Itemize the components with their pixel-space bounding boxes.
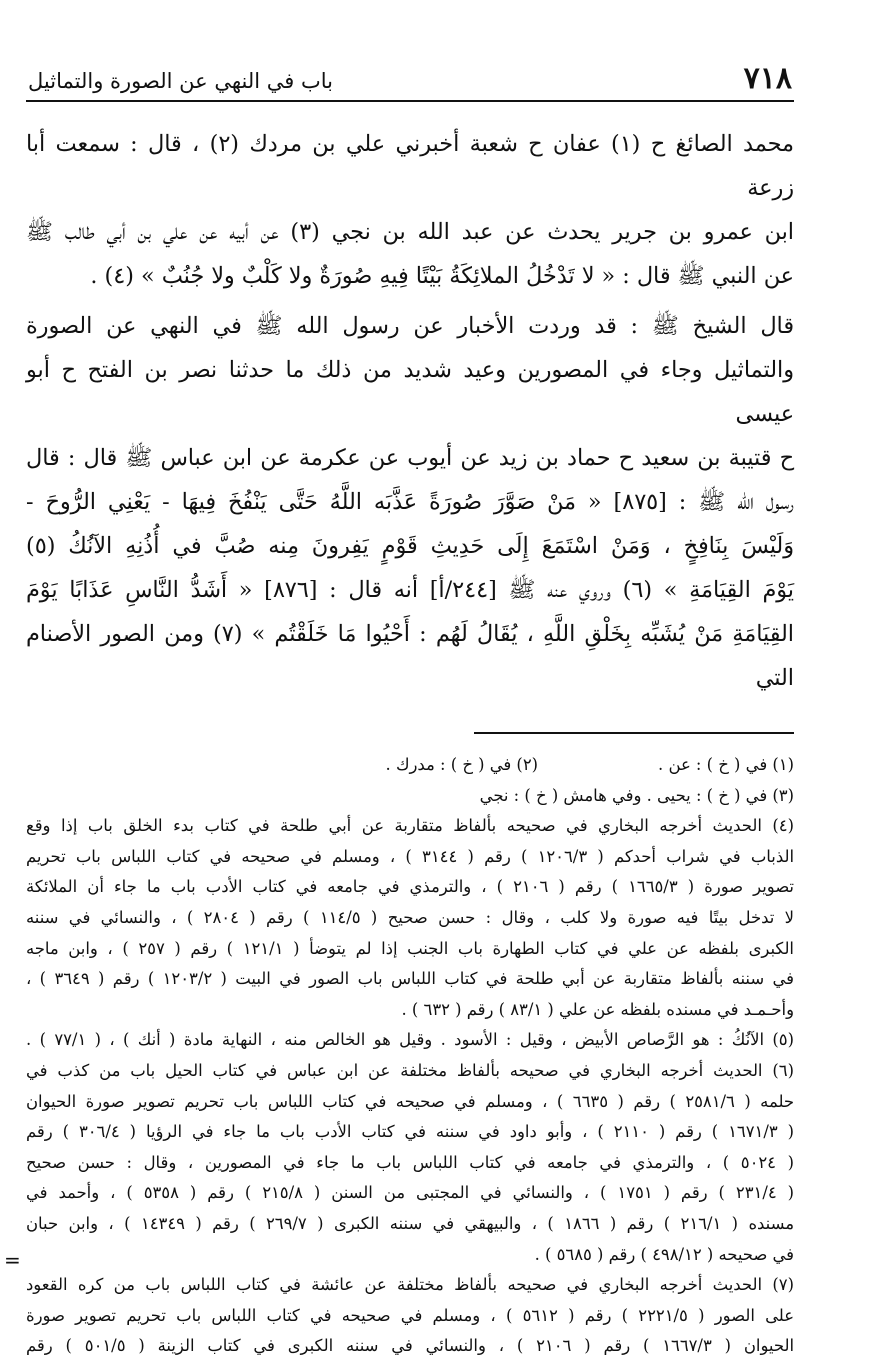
footnote-line: في صحيحه ( ٤٩٨/١٢ ) رقم ( ٥٦٨٥ ) . <box>534 1244 794 1264</box>
footnote-line: لا تدخل بيتًا فيه صورة ولا كلب ، وقال : حسن صحيح ( ١١٤/٥ ) رقم ( ٢٨٠٤ ) ، والنسائي في سننه <box>26 907 794 927</box>
footnote-line: ( ١٦٧١/٣ ) رقم ( ٢١١٠ ) ، وأبو داود في سننه في كتاب الأدب باب ما جاء في الرؤيا ( ٣٠٦/٤ ) رقم <box>26 1122 794 1142</box>
book-page <box>26 62 794 1362</box>
text-line: يَوْمَ القِيَامَةِ » (٦) وروي عنه ﷺ [٢٤٤/أ] أنه قال : [٨٧٦] « أَشَدُّ النَّاسِ عَذَابًا يَوْمَ <box>26 577 794 603</box>
text-line: والتماثيل وجاء في المصورين وعيد شديد من ذلك ما حدثنا نصر بن الفتح ح أبو عيسى <box>26 357 794 427</box>
footnote-line: (٧) الحديث أخرجه البخاري في صحيحه بألفاظ مختلفة عن عائشة في كتاب اللباس باب من كره القعود <box>26 1275 794 1295</box>
text-line: قال الشيخ ﷺ : قد وردت الأخبار عن رسول الله ﷺ في النهي عن الصورة <box>26 313 794 339</box>
text-line: وَلَيْسَ بِنَافِخٍ ، وَمَنْ اسْتَمَعَ إِلَى حَدِيثِ قَوْمٍ يَفِرونَ مِنه صُبَّ في أُذُنِهِ الآنُكُ (٥) <box>26 533 794 559</box>
text-line: ابن عمرو بن جرير يحدث عن عبد الله بن نجي (٣) عن أبيه عن علي بن أبي طالب ﷺ <box>26 219 795 245</box>
footnote-line: الكبرى بلفظه عن علي في كتاب الطهارة باب الجنب إذا لم يتوضأ ( ١٢١/١ ) رقم ( ٢٥٧ ) ، وابن ماجه <box>26 938 794 958</box>
continuation-mark: = <box>4 1248 21 1272</box>
footnote-separator <box>474 732 794 734</box>
footnote-line: في سننه بألفاظ متقاربة عن أبي طلحة في كتاب اللباس باب الصور في البيت ( ١٢٠٣/٢ ) رقم ( ٣٦٤٩ ) ، <box>26 969 794 989</box>
footnote-2: (٢) في ( خ ) : مدرك . <box>385 755 539 774</box>
footnote-row <box>26 750 794 781</box>
text-line: رسول الله ﷺ : [٨٧٥] « مَنْ صَوَّرَ صُورَةً عَذَّبَه اللَّهُ حَتَّى يَنْفُخَ فِيهَا - يَعْنِي الرُّوحَ - <box>26 489 794 515</box>
footnote-5: (٥) الآنُكُ : هو الرَّصاص الأبيض ، وقيل : الأسود . وقيل هو الخالص منه ، النهاية مادة ( أنك ) ، ( ٧٧/١ ) . <box>26 1030 795 1050</box>
text-line: محمد الصائغ ح (١) عفان ح شعبة أخبرني علي بن مردك (٢) ، قال : سمعت أبا زرعة <box>26 131 794 201</box>
main-text <box>26 122 794 700</box>
footnote-line: ( ٢٣١/٤ ) رقم ( ١٧٥١ ) ، والنسائي في المجتبى من السنن ( ٢١٥/٨ ) رقم ( ٥٣٥٨ ) ، وأحمد في <box>26 1183 795 1203</box>
footnote-3: (٣) في ( خ ) : يحيى . وفي هامش ( خ ) : نجي <box>479 785 794 805</box>
footnote-line: وأحـمـد في مسنده بلفظه عن علي ( ٨٣/١ ) رقم ( ٦٣٢ ) . <box>401 999 794 1019</box>
text-line: ح قتيبة بن سعيد ح حماد بن زيد عن أيوب عن عكرمة عن ابن عباس ﷺ قال : قال <box>26 445 794 471</box>
chapter-title: باب في النهي عن الصورة والتماثيل <box>28 69 333 93</box>
footnote-line: مسنده ( ٢١٦/١ ) رقم ( ١٨٦٦ ) ، والبيهقي في سننه الكبرى ( ٢٦٩/٧ ) رقم ( ١٤٣٤٩ ) ، وابن حبان <box>26 1213 794 1233</box>
running-header <box>26 62 794 102</box>
page-number: ٧١٨ <box>743 61 792 96</box>
footnote-line: الذباب في شراب أحدكم ( ١٢٠٦/٣ ) رقم ( ٣١٤٤ ) ، ومسلم في صحيحه في كتاب اللباس باب تحريم <box>26 846 794 866</box>
footnote-line: تصوير صورة ( ١٦٦٥/٣ ) رقم ( ٢١٠٦ ) ، والترمذي في جامعه في كتاب الأدب باب ما جاء أن الملائكة <box>26 877 794 897</box>
footnote-line: الحيوان ( ١٦٦٧/٣ ) رقم ( ٢١٠٦ ) ، والنسائي في سننه الكبرى في كتاب الزينة ( ٥٠١/٥ ) رقم <box>26 1336 794 1356</box>
footnote-line: (٤) الحديث أخرجه البخاري في صحيحه بألفاظ متقاربة عن أبي طلحة في كتاب بدء الخلق باب إذا وقع <box>26 816 794 836</box>
footnote-line: (٦) الحديث أخرجه البخاري في صحيحه بألفاظ مختلفة عن ابن عباس في كتاب الحيل باب من كذب في <box>26 1060 794 1080</box>
text-line: عن النبي ﷺ قال : « لا تَدْخُلُ الملائِكَةُ بَيْتًا فِيهِ صُورَةٌ ولا كَلْبٌ ولا جُنُبٌ » (٤) . <box>90 263 794 289</box>
footnotes <box>26 750 794 1362</box>
footnote-line: ( ٥٠٢٤ ) ، والترمذي في جامعه في كتاب اللباس باب ما جاء في المصورين ، وقال : حسن صحيح <box>26 1152 795 1172</box>
footnote-1: (١) في ( خ ) : عن . <box>658 755 794 774</box>
text-line: القِيَامَةِ مَنْ يُشَبِّه بِخَلْقِ اللَّهِ ، يُقَالُ لَهُم : أَحْيُوا مَا خَلَقْتُم » (٧) ومن الصور الأصنام التي <box>26 621 794 691</box>
footnote-line: على الصور ( ٢٢٢١/٥ ) رقم ( ٥٦١٢ ) ، ومسلم في صحيحه في كتاب اللباس باب تحريم تصوير صورة <box>26 1305 794 1325</box>
footnote-line: حلمه ( ٢٥٨١/٦ ) رقم ( ٦٦٣٥ ) ، ومسلم في صحيحه في كتاب اللباس باب تحريم تصوير صورة الحيوان <box>26 1091 795 1111</box>
